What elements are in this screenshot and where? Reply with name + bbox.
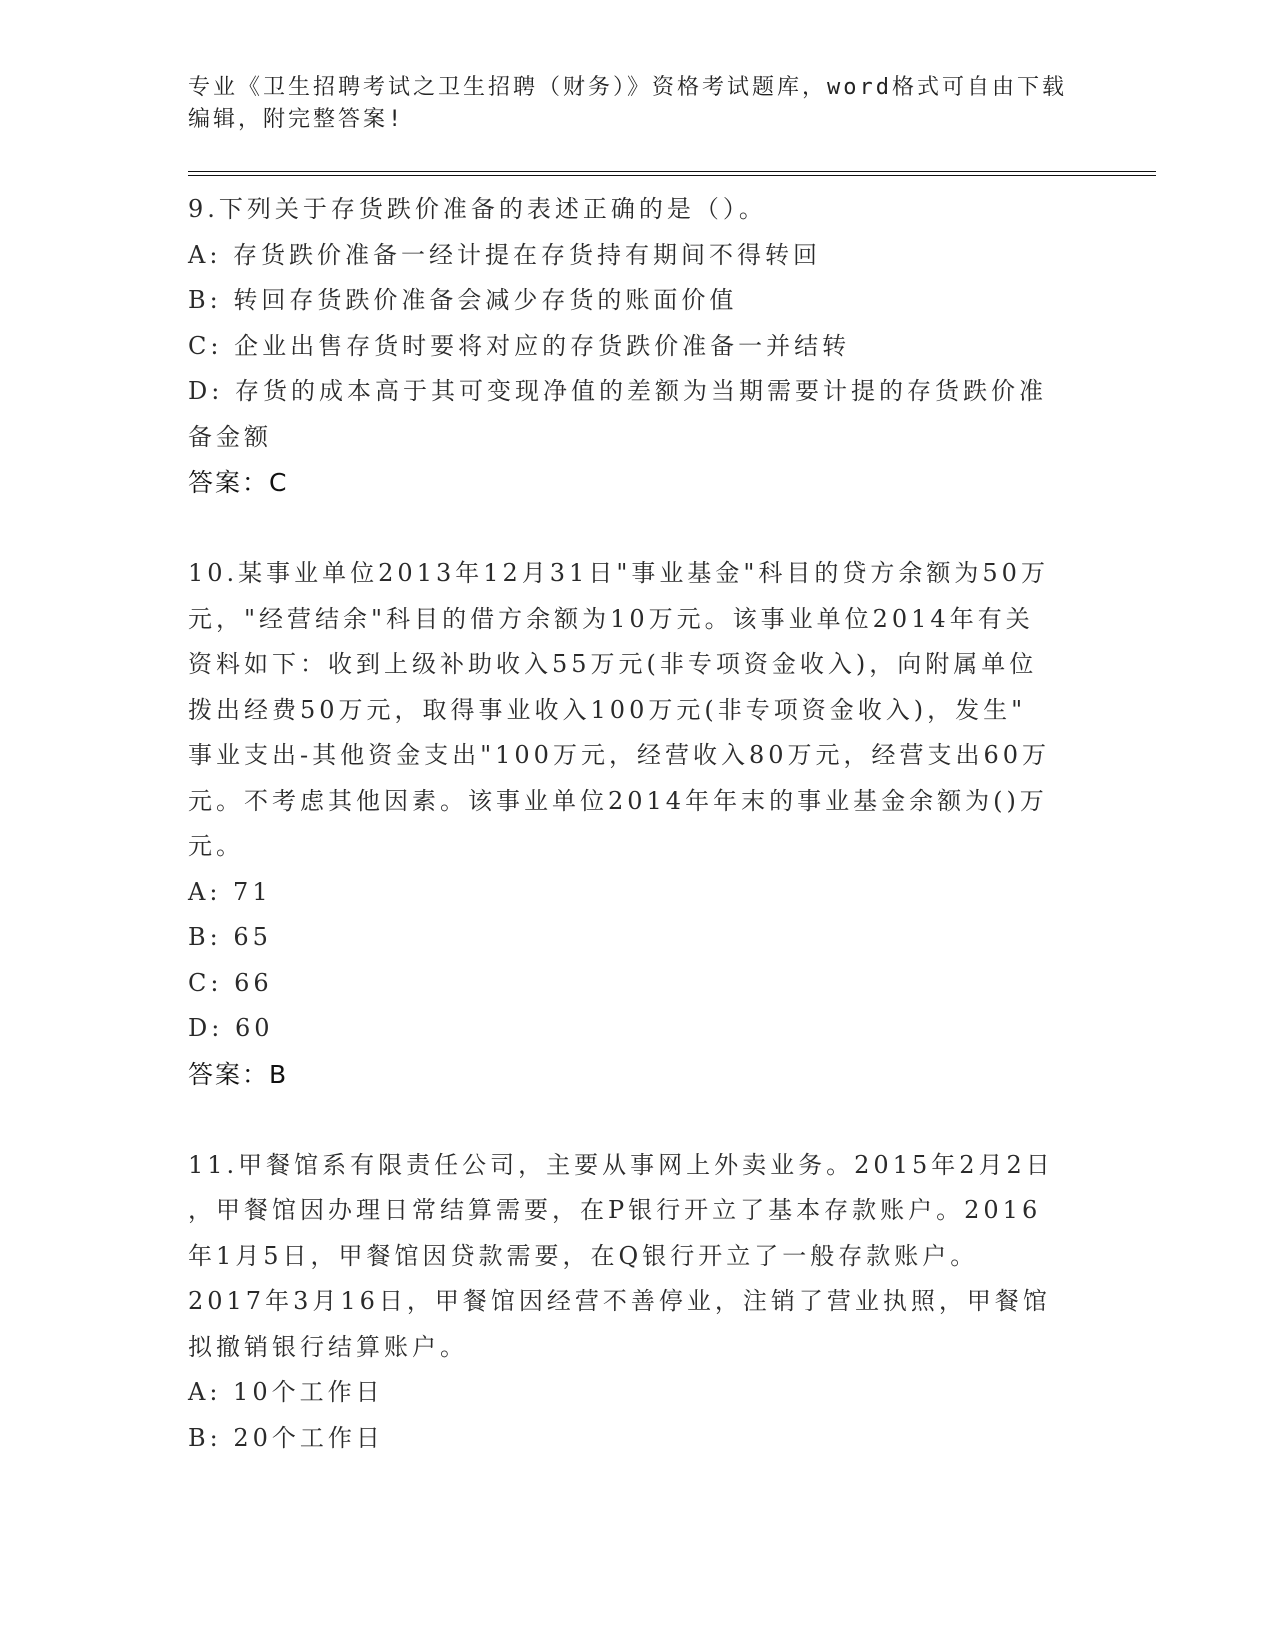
option-a: A: 存货跌价准备一经计提在存货持有期间不得转回 [188, 240, 822, 269]
document-header [188, 72, 1068, 136]
question-stem: 事业支出-其他资金支出"100万元，经营收入80万元，经营支出60万 [188, 741, 1051, 769]
question-stem: 拟撤销银行结算账户。 [188, 1332, 468, 1361]
question-stem: 元，"经营结余"科目的借方余额为10万元。该事业单位2014年有关 [188, 604, 1034, 633]
option-d-continued: 备金额 [188, 422, 272, 451]
question-stem: 元。不考虑其他因素。该事业单位2014年年末的事业基金余额为()万 [188, 786, 1048, 815]
option-a: A: 10个工作日 [188, 1378, 384, 1406]
question-10 [188, 551, 1088, 1097]
option-d: D: 60 [188, 1014, 274, 1042]
question-11 [188, 1143, 1088, 1462]
question-stem: 拨出经费50万元，取得事业收入100万元(非专项资金收入)，发生" [188, 695, 1027, 724]
option-b: B: 65 [188, 923, 272, 951]
header-divider-top [188, 171, 1156, 172]
option-b: B: 转回存货跌价准备会减少存货的账面价值 [188, 286, 738, 314]
question-spacer [188, 506, 1088, 552]
option-a: A: 71 [188, 877, 272, 906]
question-list [188, 187, 1088, 1461]
question-stem: 10.某事业单位2013年12月31日"事业基金"科目的贷方余额为50万 [188, 559, 1049, 587]
answer-label: 答案：C [188, 468, 289, 497]
question-stem: 2017年3月16日，甲餐馆因经营不善停业，注销了营业执照，甲餐馆 [188, 1287, 1051, 1315]
header-line: 专业《卫生招聘考试之卫生招聘（财务）》资格考试题库，word格式可自由下载 [188, 75, 1067, 100]
header-divider-bottom [188, 175, 1156, 176]
option-c: C: 66 [188, 968, 273, 997]
question-9 [188, 187, 1088, 506]
option-b: B: 20个工作日 [188, 1423, 384, 1452]
header-line: 编辑，附完整答案! [188, 107, 405, 132]
question-stem: ，甲餐馆因办理日常结算需要，在P银行开立了基本存款账户。2016 [188, 1196, 1042, 1224]
question-stem: 11.甲餐馆系有限责任公司，主要从事网上外卖业务。2015年2月2日 [188, 1150, 1054, 1179]
question-stem: 元。 [188, 832, 244, 860]
question-stem: 9.下列关于存货跌价准备的表述正确的是（）。 [188, 195, 767, 223]
question-spacer [188, 1097, 1088, 1143]
question-stem: 年1月5日，甲餐馆因贷款需要，在Q银行开立了一般存款账户。 [188, 1241, 979, 1270]
option-d: D: 存货的成本高于其可变现净值的差额为当期需要计提的存货跌价准 [188, 377, 1047, 405]
question-stem: 资料如下：收到上级补助收入55万元(非专项资金收入)，向附属单位 [188, 650, 1038, 678]
answer-label: 答案：B [188, 1059, 289, 1089]
option-c: C: 企业出售存货时要将对应的存货跌价准备一并结转 [188, 331, 851, 360]
